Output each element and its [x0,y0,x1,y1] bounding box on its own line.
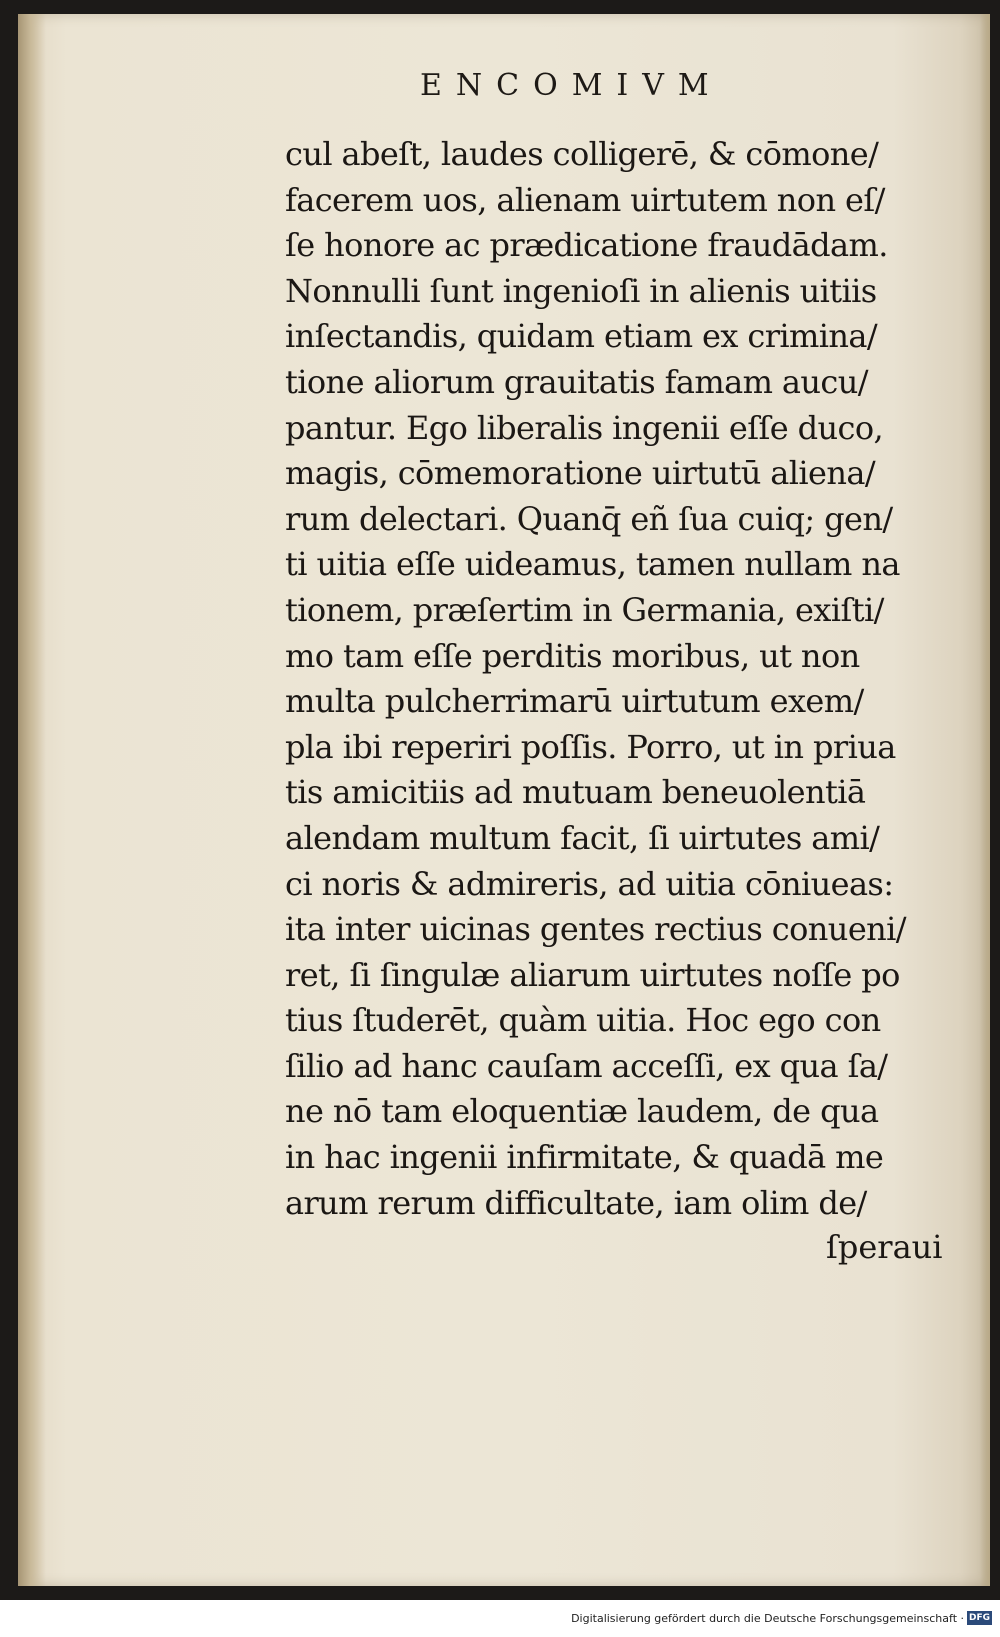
text-line: Nonnulli ſunt ingenioſi in alienis uitiis [285,271,877,310]
dfg-logo-icon: DFG [968,1613,990,1623]
text-line: ſilio ad hanc cauſam acceſſi, ex qua ſa/ [285,1046,888,1085]
page-gutter [18,14,46,1586]
footer-bar [0,1600,1000,1637]
text-line: ſe honore ac prædicatione fraudādam. [285,226,888,265]
text-line: ci noris & admireris, ad uitia cōniueas: [285,864,894,903]
text-line: cul abeſt, laudes colligerē, & cōmone/ [285,135,879,173]
funding-credit: Digitalisierung gefördert durch die Deutsche Forschungsgemeinschaft · [571,1612,964,1625]
running-head: ENCOMIVM [420,68,723,103]
text-line: in hac ingenii infirmitate, & quadā me [285,1138,884,1177]
text-line: inſectandis, quidam etiam ex crimina/ [285,317,878,356]
text-line: facerem uos, alienam uirtutem non eſ/ [285,180,885,219]
text-line: ita inter uicinas gentes rectius conueni/ [285,910,906,949]
text-line: arum rerum difficultate, iam olim de/ [285,1183,867,1222]
catchword: ſperaui [826,1228,943,1266]
page-edge [980,14,990,1586]
text-line: ne nō tam eloquentiæ laudem, de qua [285,1092,879,1131]
text-line: ti uitia eſſe uideamus, tamen nullam na [285,545,900,584]
text-line: tione aliorum grauitatis famam aucu/ [285,362,868,401]
text-line: magis, cōmemoratione uirtutū aliena/ [285,454,876,493]
text-line: pla ibi reperiri poſſis. Porro, ut in priua [285,727,896,766]
text-line: tionem, præſertim in Germania, exiſti/ [285,590,884,629]
text-line: ret, ſi ſingulæ aliarum uirtutes noſſe po [285,955,900,994]
text-line: tius ſtuderēt, quàm uitia. Hoc ego con [285,1001,881,1040]
text-line: multa pulcherrimarū uirtutum exem/ [285,682,864,721]
text-block [285,132,940,1226]
text-line: pantur. Ego liberalis ingenii eſſe duco, [285,408,884,447]
text-line: alendam multum facit, ſi uirtutes ami/ [285,818,880,857]
text-line: mo tam eſſe perditis moribus, ut non [285,636,860,675]
text-line: rum delectari. Quanq̄ eñ ſua cuiq; gen/ [285,499,893,538]
text-line: tis amicitiis ad mutuam beneuolentiā [285,773,866,812]
